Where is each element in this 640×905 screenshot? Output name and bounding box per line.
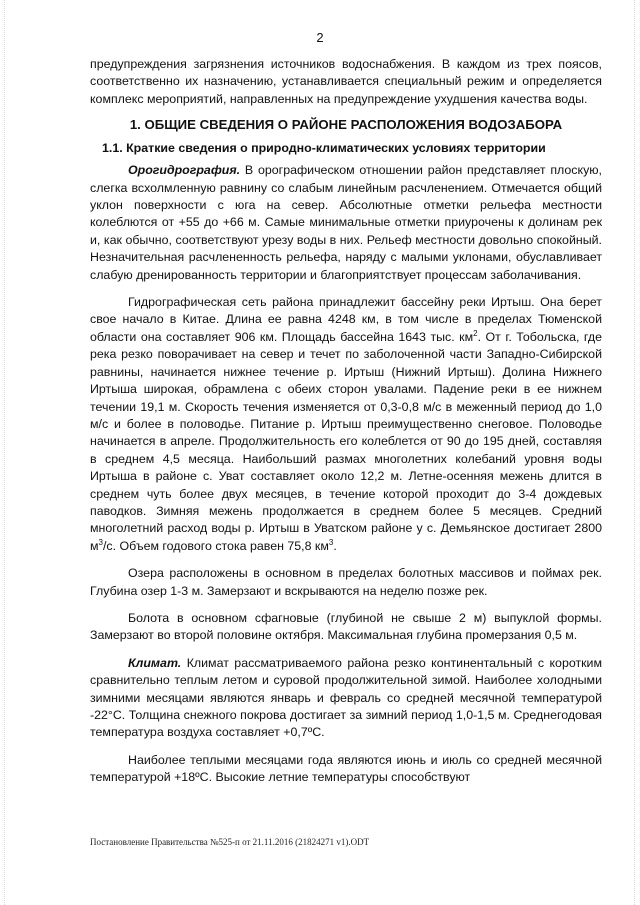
hydrography-text-3: /с. Объем годового стока равен 75,8 км xyxy=(102,538,329,553)
climate-lead: Климат. xyxy=(128,655,182,670)
climate-text: Климат рассматриваемого района резко континентальный с коротким сравнительно теплым летом и суровой продолжительной зимой. Наиболее холодными зимними месяцами являются январь и февраль со средней месячной температурой -22°С. Толщина снежного покрова достигает за зимний период 1,0-1,5 м. Среднегодовая температура воздуха составляет +0,7ºС. xyxy=(90,655,602,740)
page-number: 2 xyxy=(316,30,324,45)
hydrography-text-2: . От г. Тобольска, где река резко поворачивает на север и течет по заболоченной части Западно-Сибирской равнины, начинается нижнее течение р. Иртыш (Нижний Иртыш). Долина Нижнего Иртыша широкая, обрамлена с обеих сторон увалами. Падение реки в ее нижнем течении 19,1 м. Скорость течения изменяется от 0,3-0,8 м/с в меженный период до 1,0 м/с и более в половодье. Питание р. Иртыш преимущественно снеговое. Половодье начинается в апреле. Продолжительность его колеблется от 90 до 195 дней, составляя в среднем 4,5 месяца. Наибольший размах многолетних колебаний уровня воды Иртыша в районе с. Уват составляет около 12,2 м. Летне-осенняя межень длится в среднем чуть более двух месяцев, в течение которой проходит до 3-4 дождевых паводков. Зимняя межень продолжается в среднем более 5 месяцев. Средний многолетний расход воды р. Иртыш в Уватском районе у с. Демьянское достигает 2800 м xyxy=(90,329,603,553)
intro-paragraph: предупреждения загрязнения источников водоснабжения. В каждом из трех поясов, соответственно их назначению, устанавливается специальный режим и определяется комплекс мероприятий, направленных на предупреждение ухудшения качества воды. xyxy=(90,57,602,106)
scan-edge-right xyxy=(634,0,636,905)
document-body xyxy=(90,56,602,787)
swamps-paragraph: Болота в основном сфагновые (глубиной не свыше 2 м) выпуклой формы. Замерзают во второй половине октября. Максимальная глубина промерзания 0,5 м. xyxy=(90,610,602,643)
superscript-3b: 3 xyxy=(328,537,334,547)
section-heading: 1. ОБЩИЕ СВЕДЕНИЯ О РАЙОНЕ РАСПОЛОЖЕНИЯ ВОДОЗАБОРА xyxy=(129,117,563,133)
hydrography-text-1: Гидрографическая сеть района принадлежит бассейну реки Иртыш. Она берет свое начало в Китае. Длина ее равна 4248 км, в том числе в пределах Тюменской области она составляет 906 км. Площадь бассейна 1643 тыс. км xyxy=(90,295,602,344)
superscript-3a: 3 xyxy=(98,537,103,547)
hydrography-text-4: . xyxy=(333,538,337,553)
orohydrography-text: В орографическом отношении район представляет плоскую, слегка всхолмленную равнину со слабым линейным расчленением. Отмечается общий уклон поверхности с юга на север. Абсолютные отметки рельефа местности колеблются от +55 до +66 м. Самые минимальные отметки приурочены к долинам рек и, как обычно, соответствуют урезу воды в них. Рельеф местности довольно спокойный. Незначительная расчлененность рельефа, наряду с малыми уклонами, обуславливает слабую дренированность территории и благоприятствует процессам заболачивания. xyxy=(90,163,602,282)
scan-edge-left xyxy=(4,0,6,905)
hydrography-paragraph xyxy=(90,294,602,555)
lakes-paragraph: Озера расположены в основном в пределах болотных массивов и поймах рек. Глубина озер 1-3 м. Замерзают и вскрываются на неделю позже рек. xyxy=(90,566,602,598)
subsection-heading: 1.1. Краткие сведения о природно-климатических условиях территории xyxy=(102,141,546,156)
warm-months-paragraph: Наиболее теплыми месяцами года являются июнь и июль со средней месячной температурой +18ºС. Высокие летние температуры способствуют xyxy=(90,752,602,785)
superscript-2: 2 xyxy=(473,328,478,338)
orohydrography-paragraph xyxy=(90,162,602,284)
climate-paragraph xyxy=(90,655,602,742)
document-footer: Постановление Правительства №525-п от 21.11.2016 (21824271 v1).ODT xyxy=(90,837,370,847)
orohydrography-lead: Орогидрография. xyxy=(128,163,241,178)
